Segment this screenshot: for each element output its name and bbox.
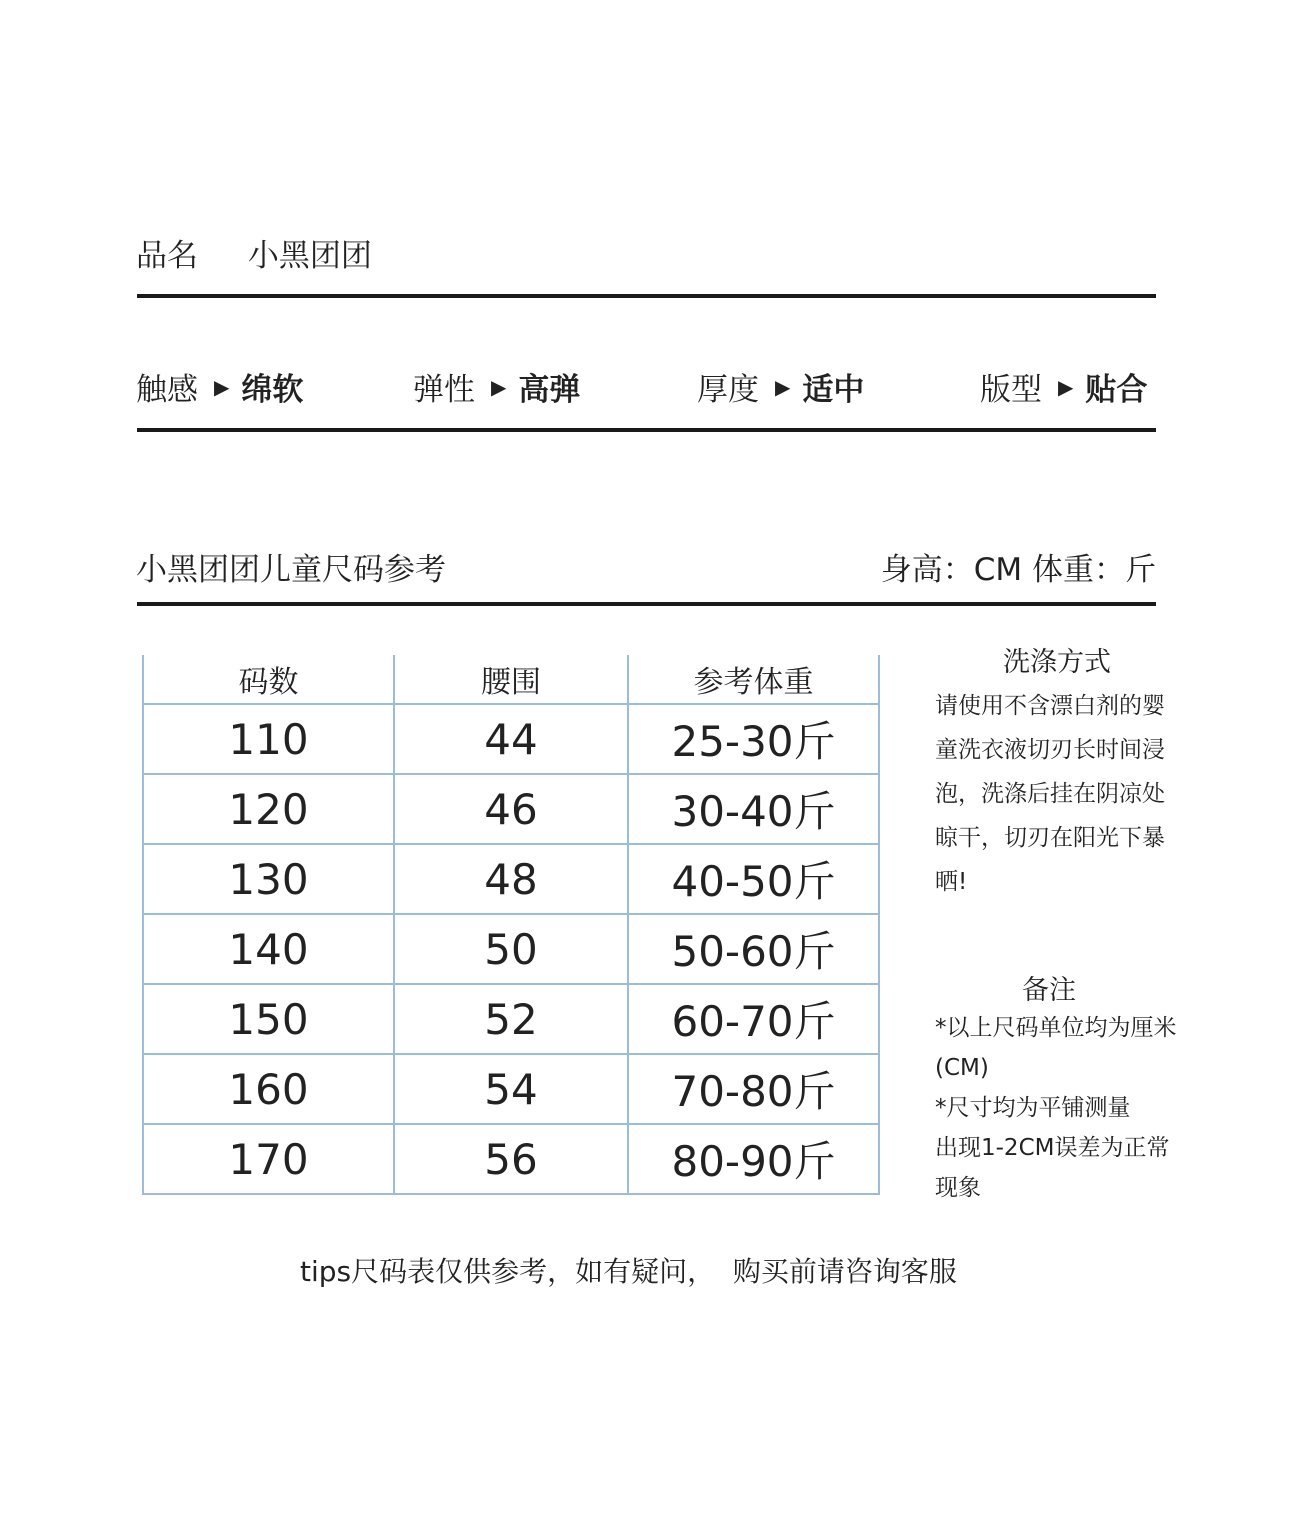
header-weight: 参考体重 xyxy=(628,655,879,704)
cell-weight: 80-90斤 xyxy=(628,1124,879,1194)
table-row xyxy=(143,844,879,914)
table-row xyxy=(143,914,879,984)
cell-waist: 48 xyxy=(394,844,628,914)
feature-label: 厚度 xyxy=(697,372,759,408)
feature-thickness xyxy=(697,364,864,409)
table-row xyxy=(143,1054,879,1124)
washing-title: 洗涤方式 xyxy=(1003,647,1111,678)
cell-size: 140 xyxy=(143,914,394,984)
notes-line: 现象 xyxy=(935,1175,981,1201)
cell-size: 110 xyxy=(143,704,394,774)
feature-touch xyxy=(136,364,303,409)
cell-size: 170 xyxy=(143,1124,394,1194)
units-label: 身高：CM 体重：斤 xyxy=(880,552,1156,588)
cell-weight: 60-70斤 xyxy=(628,984,879,1054)
product-name: 小黑团团 xyxy=(247,238,372,274)
cell-size: 150 xyxy=(143,984,394,1054)
washing-text xyxy=(935,684,1195,904)
washing-line: 童洗衣液切刃长时间浸 xyxy=(935,737,1165,763)
triangle-right-icon: ▶ xyxy=(214,374,230,399)
product-label: 品名 xyxy=(136,238,198,274)
cell-waist: 44 xyxy=(394,704,628,774)
cell-waist: 52 xyxy=(394,984,628,1054)
washing-line: 请使用不含漂白剂的婴 xyxy=(935,693,1165,719)
washing-line: 泡，洗涤后挂在阴凉处 xyxy=(935,781,1165,807)
table-row xyxy=(143,984,879,1054)
feature-value: 适中 xyxy=(802,372,865,408)
cell-waist: 54 xyxy=(394,1054,628,1124)
notes-line: *尺寸均为平铺测量 xyxy=(935,1095,1131,1121)
product-name-row xyxy=(136,230,372,275)
feature-label: 触感 xyxy=(136,372,198,408)
notes-line: 出现1-2CM误差为正常 xyxy=(935,1135,1170,1161)
cell-waist: 56 xyxy=(394,1124,628,1194)
feature-value: 贴合 xyxy=(1085,372,1148,408)
cell-weight: 30-40斤 xyxy=(628,774,879,844)
feature-label: 弹性 xyxy=(413,372,475,408)
divider xyxy=(137,294,1156,298)
cell-weight: 70-80斤 xyxy=(628,1054,879,1124)
washing-line: 晒! xyxy=(935,869,968,895)
size-table xyxy=(142,655,880,1195)
feature-elasticity xyxy=(413,364,580,409)
feature-fit xyxy=(980,364,1147,409)
triangle-right-icon: ▶ xyxy=(1058,374,1074,399)
header-waist: 腰围 xyxy=(394,655,628,704)
tips-text: tips尺码表仅供参考，如有疑问， 购买前请咨询客服 xyxy=(300,1255,957,1288)
cell-size: 120 xyxy=(143,774,394,844)
feature-value: 绵软 xyxy=(241,372,304,408)
cell-waist: 50 xyxy=(394,914,628,984)
cell-weight: 25-30斤 xyxy=(628,704,879,774)
cell-size: 160 xyxy=(143,1054,394,1124)
cell-weight: 40-50斤 xyxy=(628,844,879,914)
notes-text xyxy=(935,1008,1195,1208)
feature-value: 高弹 xyxy=(518,372,581,408)
divider xyxy=(137,428,1156,432)
feature-label: 版型 xyxy=(980,372,1042,408)
size-title: 小黑团团儿童尺码参考 xyxy=(136,552,446,588)
divider xyxy=(137,602,1156,606)
table-row xyxy=(143,704,879,774)
cell-size: 130 xyxy=(143,844,394,914)
notes-line: (CM) xyxy=(935,1055,989,1081)
table-row xyxy=(143,1124,879,1194)
table-header xyxy=(143,655,879,704)
triangle-right-icon: ▶ xyxy=(775,374,791,399)
triangle-right-icon: ▶ xyxy=(491,374,507,399)
notes-line: *以上尺码单位均为厘米 xyxy=(935,1015,1177,1041)
cell-weight: 50-60斤 xyxy=(628,914,879,984)
notes-title: 备注 xyxy=(1022,975,1076,1006)
table-row xyxy=(143,774,879,844)
cell-waist: 46 xyxy=(394,774,628,844)
header-size: 码数 xyxy=(143,655,394,704)
washing-line: 晾干，切刃在阳光下暴 xyxy=(935,825,1165,851)
